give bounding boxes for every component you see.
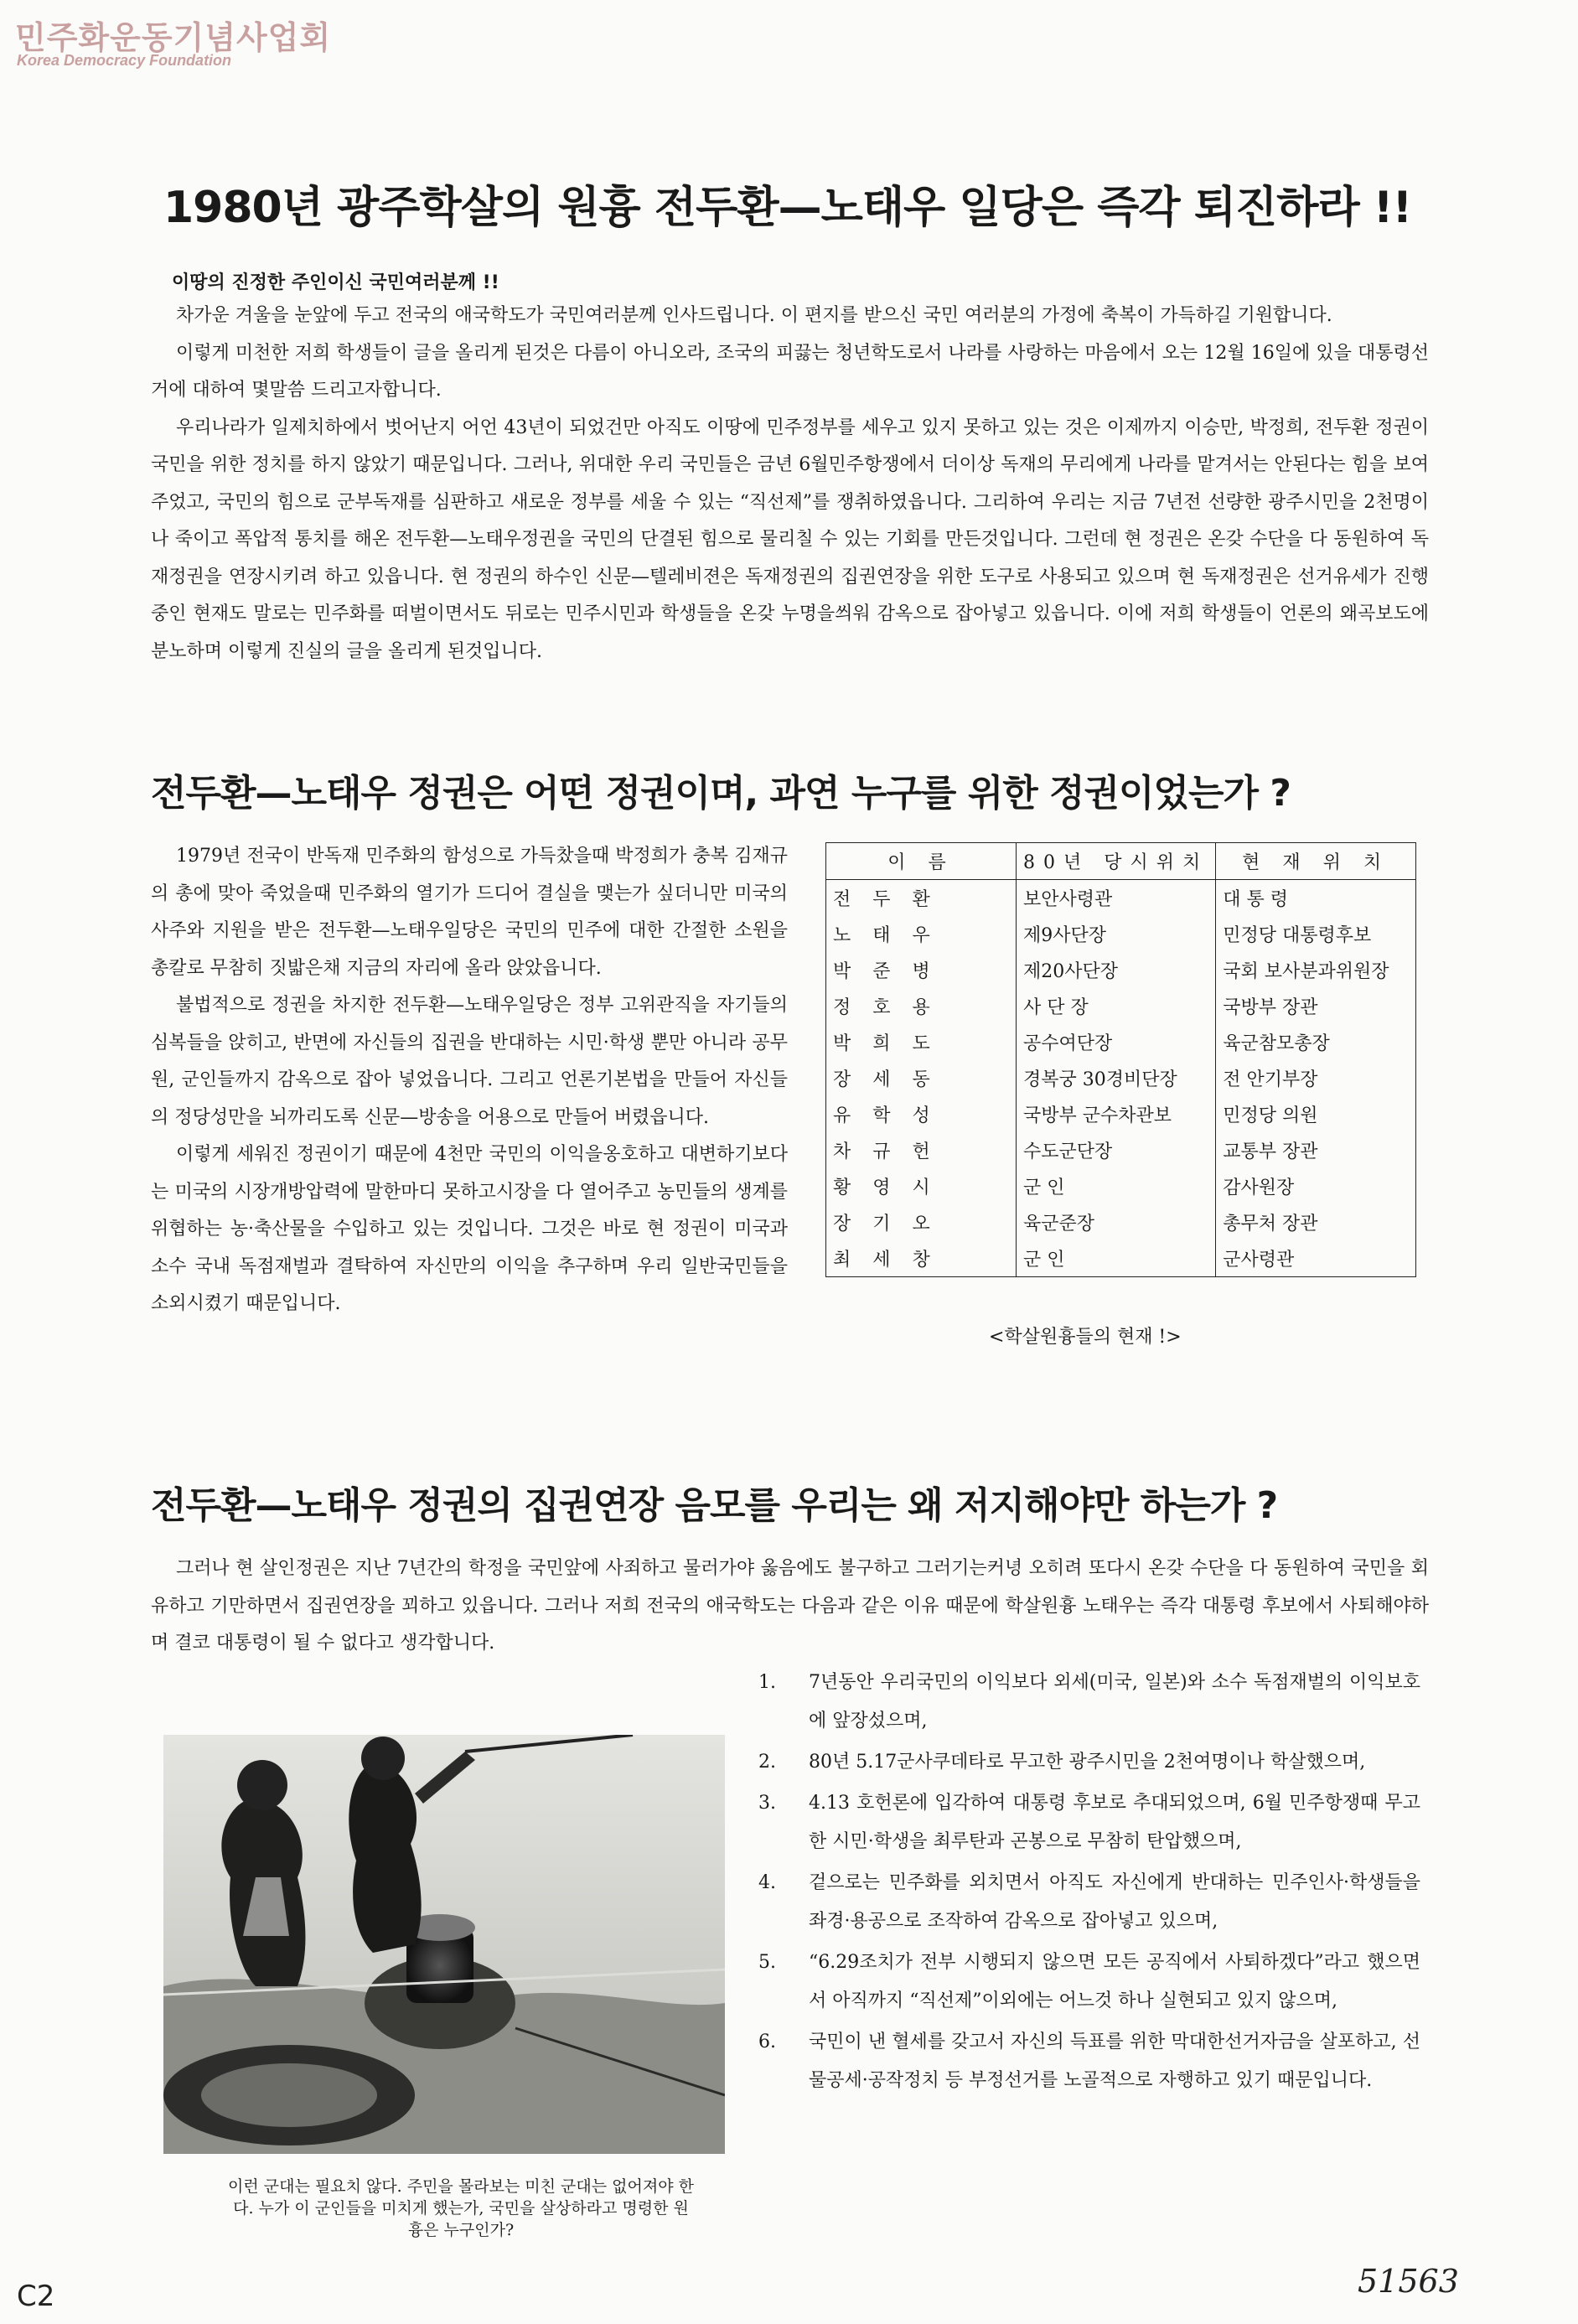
table-cell: 군사령관 xyxy=(1216,1240,1416,1277)
list-item-text: 겉으로는 민주화를 외치면서 아직도 자신에게 반대하는 민주인사·학생들을 좌경·용공으로 조작하여 감옥으로 잡아넣고 있으며, xyxy=(809,1872,1420,1932)
officials-table xyxy=(825,842,1416,1277)
section3-heading: 전두환—노태우 정권의 집권연장 음모를 우리는 왜 저지해야만 하는가 ? xyxy=(151,1484,1278,1527)
section2-paragraph: 이렇게 세워진 정권이기 때문에 4천만 국민의 이익을옹호하고 대변하기보다는 미국의 시장개방압력에 말한마디 못하고시장을 다 열어주고 농민들의 생계를 위협하는 농·축산물을 수입하고 있는 것입니다. 그것은 바로 현 정권이 미국과 소수 국내 독점재벌과 결탁하여 자신만의 이익을 추구하며 우리 일반국민들을 소외시켰기 때문입니다. xyxy=(151,1144,788,1314)
table-cell: 노태우 xyxy=(826,916,1017,952)
reasons-list xyxy=(758,1664,1420,2103)
list-item-number: 5. xyxy=(758,1952,776,1973)
table-cell: 국회 보사분과위원장 xyxy=(1216,952,1416,988)
table-cell: 박희도 xyxy=(826,1024,1017,1060)
table-row xyxy=(826,1096,1416,1132)
list-item xyxy=(758,1784,1420,1861)
table-cell: 육군참모총장 xyxy=(1216,1024,1416,1060)
table-row xyxy=(826,916,1416,952)
intro-body xyxy=(151,298,1429,670)
intro-paragraph: 우리나라가 일제치하에서 벗어난지 어언 43년이 되었건만 아직도 이땅에 민주정부를 세우고 있지 못하고 있는 것은 이제까지 이승만, 박정희, 전두환 정권이 국민을 위한 정치를 하지 않았기 때문입니다. 그러나, 위대한 우리 국민들은 금년 6월민주항쟁에서 더이상 독재의 무리에게 나라를 맡겨서는 안된다는 힘을 보여 주었고, 국민의 힘으로 군부독재를 심판하고 새로운 정부를 세울 수 있는 “직선제”를 쟁취하였읍니다. 그리하여 우리는 지금 7년전 선량한 광주시민을 2천명이나 죽이고 폭압적 통치를 해온 전두환—노태우정권을 국민의 단결된 힘으로 물리칠 수 있는 기회를 만든것입니다. 그런데 현 정권은 온갖 수단을 다 동원하여 독재정권을 연장시키려 하고 있읍니다. 현 정권의 하수인 신문—텔레비젼은 독재정권의 집권연장을 위한 도구로 사용되고 있으며 현 독재정권은 선거유세가 진행중인 현재도 말로는 민주화를 떠벌이면서도 뒤로는 민주시민과 학생들을 온갖 누명을씌워 감옥으로 잡아넣고 있읍니다. 이에 저희 학생들이 언론의 왜곡보도에 분노하며 이렇게 진실의 글을 올리게 된것입니다. xyxy=(151,417,1429,662)
table-cell: 전 안기부장 xyxy=(1216,1060,1416,1096)
watermark-korean: 민주화운동기념사업회 xyxy=(15,19,332,56)
table-caption: <학살원흉들의 현재 !> xyxy=(989,1327,1182,1348)
list-item xyxy=(758,1664,1420,1741)
table-cell: 장기오 xyxy=(826,1204,1017,1240)
table-row xyxy=(826,952,1416,988)
list-item-text: 4.13 호헌론에 입각하여 대통령 후보로 추대되었으며, 6월 민주항쟁때 무고한 시민·학생을 최루탄과 곤봉으로 무참히 탄압했으며, xyxy=(809,1793,1420,1852)
table-cell: 대 통 령 xyxy=(1216,880,1416,917)
table-cell: 민정당 대통령후보 xyxy=(1216,916,1416,952)
section2-paragraph: 불법적으로 정권을 차지한 전두환—노태우일당은 정부 고위관직을 자기들의 심복들을 앉히고, 반면에 자신들의 집권을 반대하는 시민·학생 뿐만 아니라 공무원, 군인들까지 감옥으로 잡아 넣었읍니다. 그리고 언론기본법을 만들어 자신들의 정당성만을 뇌까리도록 신문—방송을 어용으로 만들어 버렸읍니다. xyxy=(151,995,788,1128)
table-cell: 국방부 장관 xyxy=(1216,988,1416,1024)
list-item-text: 7년동안 우리국민의 이익보다 외세(미국, 일본)와 소수 독점재벌의 이익보호에 앞장섰으며, xyxy=(809,1672,1420,1731)
table-cell: 황영시 xyxy=(826,1168,1017,1204)
table-cell: 군 인 xyxy=(1017,1168,1216,1204)
list-item-number: 1. xyxy=(758,1672,776,1693)
table-row xyxy=(826,1060,1416,1096)
page-title: 1980년 광주학살의 원흉 전두환—노태우 일당은 즉각 퇴진하라 !! xyxy=(163,183,1412,233)
list-item-number: 4. xyxy=(758,1872,776,1893)
table-cell: 정호용 xyxy=(826,988,1017,1024)
table-cell: 육군준장 xyxy=(1017,1204,1216,1240)
handwritten-note-left: C2 xyxy=(17,2280,55,2313)
table-cell: 장세동 xyxy=(826,1060,1017,1096)
table-row xyxy=(826,988,1416,1024)
list-item-text: 80년 5.17군사쿠데타로 무고한 광주시민을 2천여명이나 학살했으며, xyxy=(809,1752,1366,1773)
table-header-row xyxy=(826,843,1416,880)
section2-paragraph: 1979년 전국이 반독재 민주화의 함성으로 가득찼을때 박정희가 충복 김재규의 총에 맞아 죽었을때 민주화의 열기가 드디어 결실을 맺는가 싶더니만 미국의 사주와 지원을 받은 전두환—노태우일당은 국민의 민주에 대한 간절한 소원을 총칼로 무참히 짓밟은채 지금의 자리에 올라 앉았읍니다. xyxy=(151,846,788,979)
section2-body xyxy=(151,838,788,1323)
table-cell: 총무처 장관 xyxy=(1216,1204,1416,1240)
list-item xyxy=(758,1944,1420,2021)
table-cell: 최세창 xyxy=(826,1240,1017,1277)
table-cell: 수도군단장 xyxy=(1017,1132,1216,1168)
table-cell: 민정당 의원 xyxy=(1216,1096,1416,1132)
column-header: 이 름 xyxy=(826,843,1017,880)
handwritten-note-right: 51563 xyxy=(1358,2263,1459,2300)
list-item-number: 3. xyxy=(758,1793,776,1814)
table-cell: 유학성 xyxy=(826,1096,1017,1132)
table-cell: 사 단 장 xyxy=(1017,988,1216,1024)
photo-caption: 이런 군대는 필요치 않다. 주민을 몰라보는 미친 군대는 없어져야 한다. 누가 이 군인들을 미치게 했는가, 국민을 살상하라고 명령한 원흉은 누구인가? xyxy=(228,2177,694,2239)
list-item xyxy=(758,1864,1420,1941)
list-item-text: “6.29조치가 전부 시행되지 않으면 모든 공직에서 사퇴하겠다”라고 했으면서 아직까지 “직선제”이외에는 어느것 하나 실현되고 있지 않으며, xyxy=(809,1952,1420,2011)
list-item xyxy=(758,2023,1420,2100)
list-item-text: 국민이 낸 혈세를 갖고서 자신의 득표를 위한 막대한선거자금을 살포하고, 선물공세·공작정치 등 부정선거를 노골적으로 자행하고 있기 때문입니다. xyxy=(809,2032,1420,2091)
table-row xyxy=(826,1168,1416,1204)
protest-photo-image xyxy=(163,1735,725,2154)
section2-heading: 전두환—노태우 정권은 어떤 정권이며, 과연 누구를 위한 정권이었는가 ? xyxy=(151,772,1291,815)
intro-paragraph: 이렇게 미천한 저희 학생들이 글을 올리게 된것은 다름이 아니오라, 조국의 피끓는 청년학도로서 나라를 사랑하는 마음에서 오는 12월 16일에 있을 대통령선거에 대하여 몇말씀 드리고자합니다. xyxy=(151,342,1429,401)
table-cell: 군 인 xyxy=(1017,1240,1216,1277)
table-cell: 경복궁 30경비단장 xyxy=(1017,1060,1216,1096)
table-cell: 전두환 xyxy=(826,880,1017,917)
table-cell: 박준병 xyxy=(826,952,1017,988)
table-cell: 차규헌 xyxy=(826,1132,1017,1168)
intro-paragraph: 차가운 겨울을 눈앞에 두고 전국의 애국학도가 국민여러분께 인사드립니다. 이 편지를 받으신 국민 여러분의 가정에 축복이 가득하길 기원합니다. xyxy=(176,305,1332,326)
table-cell: 감사원장 xyxy=(1216,1168,1416,1204)
table-cell: 보안사령관 xyxy=(1017,880,1216,917)
table-row xyxy=(826,1132,1416,1168)
table-cell: 국방부 군수차관보 xyxy=(1017,1096,1216,1132)
list-item-number: 6. xyxy=(758,2032,776,2052)
column-header: 80년 당시위치 xyxy=(1017,843,1216,880)
protest-photo xyxy=(163,1735,725,2154)
table-row xyxy=(826,1240,1416,1277)
section3-paragraph: 그러나 현 살인정권은 지난 7년간의 학정을 국민앞에 사죄하고 물러가야 옳음에도 불구하고 그러기는커녕 오히려 또다시 온갖 수단을 다 동원하여 국민을 회유하고 기만하면서 집권연장을 꾀하고 있읍니다. 그러나 저희 전국의 애국학도는 다음과 같은 이유 때문에 학살원흉 노태우는 즉각 대통령 후보에서 사퇴해야하며 결코 대통령이 될 수 없다고 생각합니다. xyxy=(151,1558,1429,1654)
list-item-number: 2. xyxy=(758,1752,776,1773)
table-cell: 공수여단장 xyxy=(1017,1024,1216,1060)
table-row xyxy=(826,1204,1416,1240)
table-cell: 교통부 장관 xyxy=(1216,1132,1416,1168)
section3-body xyxy=(151,1550,1429,1663)
watermark-english: Korea Democracy Foundation xyxy=(17,52,232,69)
table-cell: 제9사단장 xyxy=(1017,916,1216,952)
column-header: 현 재 위 치 xyxy=(1216,843,1416,880)
table-row xyxy=(826,1024,1416,1060)
list-item xyxy=(758,1743,1420,1782)
table-row xyxy=(826,880,1416,917)
intro-subtitle: 이땅의 진정한 주인이신 국민여러분께 !! xyxy=(172,272,499,293)
table-cell: 제20사단장 xyxy=(1017,952,1216,988)
